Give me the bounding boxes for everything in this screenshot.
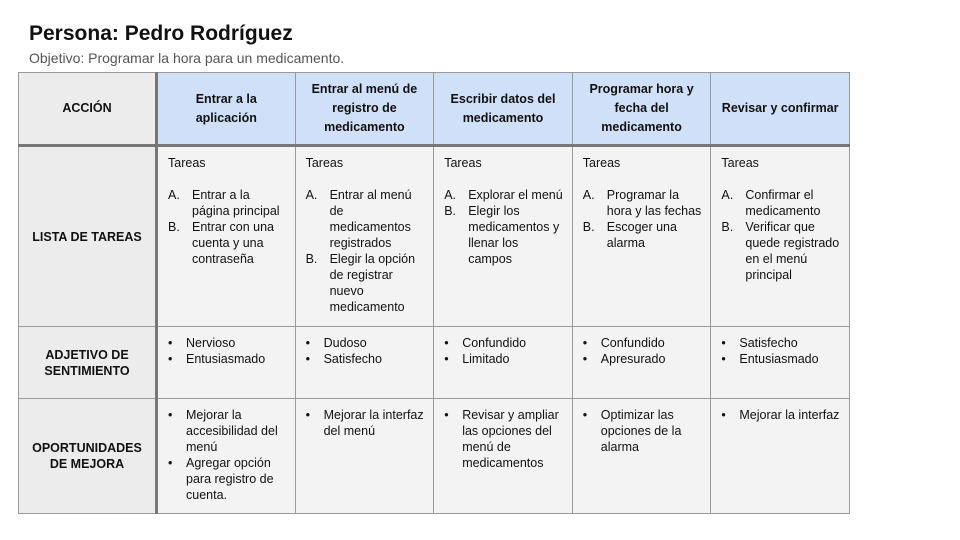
feeling-item [583, 335, 703, 351]
column-header: Entrar a la aplicación [157, 73, 296, 146]
feeling-item [168, 335, 287, 351]
task-marker: A. [721, 188, 734, 202]
task-item [444, 203, 564, 267]
tasks-label: Tareas [721, 156, 759, 170]
feeling-list [168, 335, 287, 367]
feeling-text: Satisfecho [739, 336, 798, 350]
task-marker: A. [305, 188, 318, 202]
tasks-list [721, 187, 841, 283]
tasks-list [444, 187, 564, 267]
tasks-list [583, 187, 703, 251]
feeling-list [306, 335, 426, 367]
tasks-label: Tareas [444, 156, 482, 170]
feeling-list [583, 335, 703, 367]
improvement-text: Mejorar la accesibilidad del menú [186, 408, 278, 454]
improvement-cell [295, 399, 434, 514]
task-marker: A. [168, 188, 180, 202]
improvement-cell [157, 399, 296, 514]
bullet-icon: • [444, 352, 449, 366]
bullet-icon: • [444, 408, 449, 422]
task-item [444, 187, 564, 203]
improvement-list [721, 407, 841, 423]
task-text: Confirmar el medicamento [745, 188, 821, 218]
row-label-oportunidades: OPORTUNIDADES DE MEJORA [19, 399, 157, 514]
improvement-item [721, 407, 841, 423]
feeling-list [444, 335, 564, 367]
improvement-text: Revisar y ampliar las opciones del menú de medicamentos [462, 408, 559, 470]
feeling-text: Satisfecho [323, 352, 382, 366]
bullet-icon: • [582, 408, 588, 422]
task-marker: B. [168, 220, 180, 234]
bullet-icon: • [305, 336, 310, 350]
improvement-cell [572, 399, 711, 514]
journey-map-table [18, 72, 850, 514]
task-item [306, 187, 426, 251]
feeling-item [444, 335, 564, 351]
task-text: Explorar el menú [468, 188, 563, 202]
improvement-list [444, 407, 564, 471]
row-label-tareas: LISTA DE TAREAS [19, 146, 157, 327]
feeling-item [168, 351, 287, 367]
tasks-label: Tareas [582, 156, 621, 170]
feeling-text: Apresurado [600, 352, 666, 366]
task-marker: A. [582, 188, 595, 202]
feeling-cell [295, 327, 434, 399]
column-header: Escribir datos del medicamento [434, 73, 573, 146]
bullet-icon: • [168, 456, 173, 470]
tasks-label: Tareas [305, 156, 344, 170]
page-subtitle: Objetivo: Programar la hora para un medicamento. [29, 50, 345, 66]
feeling-item [721, 335, 841, 351]
task-item [306, 251, 426, 315]
header-row [19, 73, 850, 146]
row-label-accion: ACCIÓN [19, 73, 157, 146]
task-text: Entrar con una cuenta y una contraseña [192, 220, 274, 266]
task-marker: A. [444, 188, 456, 202]
feeling-text: Entusiasmado [186, 352, 266, 366]
task-text: Programar la hora y las fechas [606, 188, 702, 218]
improvement-item [306, 407, 426, 439]
feeling-text: Limitado [462, 352, 510, 366]
bullet-icon: • [582, 336, 588, 350]
feeling-item [444, 351, 564, 367]
bullet-icon: • [168, 352, 173, 366]
column-header: Entrar al menú de registro de medicamento [295, 73, 434, 146]
bullet-icon: • [444, 336, 449, 350]
bullet-icon: • [721, 408, 726, 422]
feeling-item [583, 351, 703, 367]
tasks-list [168, 187, 287, 267]
task-marker: B. [721, 220, 734, 234]
improvement-text: Mejorar la interfaz [739, 408, 840, 422]
task-item [168, 219, 287, 267]
tasks-cell [572, 146, 711, 327]
improvement-text: Optimizar las opciones de la alarma [600, 408, 682, 454]
tasks-row [19, 146, 850, 327]
bullet-icon: • [582, 352, 588, 366]
task-item [168, 187, 287, 219]
improvement-item [168, 407, 287, 455]
tasks-cell [157, 146, 296, 327]
page-title: Persona: Pedro Rodríguez [29, 22, 293, 45]
improvement-cell [434, 399, 573, 514]
tasks-list [306, 187, 426, 315]
task-text: Escoger una alarma [606, 220, 677, 250]
feeling-text: Dudoso [323, 336, 367, 350]
column-header: Revisar y confirmar [711, 73, 850, 146]
feeling-item [306, 335, 426, 351]
feeling-cell [711, 327, 850, 399]
improvement-item [583, 407, 703, 455]
task-text: Elegir la opción de registrar nuevo medicamento [329, 252, 416, 314]
task-item [583, 187, 703, 219]
column-header: Programar hora y fecha del medicamento [572, 73, 711, 146]
improvement-list [306, 407, 426, 439]
tasks-cell [434, 146, 573, 327]
task-text: Verificar que quede registrado en el menú principal [745, 220, 840, 282]
bullet-icon: • [168, 408, 173, 422]
feeling-item [721, 351, 841, 367]
feeling-text: Confundido [462, 336, 527, 350]
row-label-sentimiento: ADJETIVO DE SENTIMIENTO [19, 327, 157, 399]
task-marker: B. [582, 220, 595, 234]
improvements-row [19, 399, 850, 514]
tasks-cell [711, 146, 850, 327]
improvement-cell [711, 399, 850, 514]
bullet-icon: • [305, 408, 310, 422]
feeling-text: Entusiasmado [739, 352, 819, 366]
task-item [721, 187, 841, 219]
bullet-icon: • [721, 352, 726, 366]
feeling-cell [572, 327, 711, 399]
task-item [583, 219, 703, 251]
feeling-cell [434, 327, 573, 399]
task-text: Elegir los medicamentos y llenar los campos [468, 204, 560, 266]
task-text: Entrar a la página principal [192, 188, 280, 218]
feelings-row [19, 327, 850, 399]
improvement-text: Agregar opción para registro de cuenta. [186, 456, 274, 502]
bullet-icon: • [305, 352, 310, 366]
task-text: Entrar al menú de medicamentos registrados [329, 188, 412, 250]
task-marker: B. [444, 204, 456, 218]
bullet-icon: • [168, 336, 173, 350]
tasks-label: Tareas [168, 156, 206, 170]
feeling-text: Nervioso [186, 336, 236, 350]
task-item [721, 219, 841, 283]
improvement-text: Mejorar la interfaz del menú [323, 408, 424, 438]
feeling-list [721, 335, 841, 367]
improvement-list [583, 407, 703, 455]
improvement-item [444, 407, 564, 471]
improvement-list [168, 407, 287, 503]
tasks-cell [295, 146, 434, 327]
feeling-cell [157, 327, 296, 399]
bullet-icon: • [721, 336, 726, 350]
feeling-text: Confundido [600, 336, 665, 350]
feeling-item [306, 351, 426, 367]
improvement-item [168, 455, 287, 503]
task-marker: B. [305, 252, 318, 266]
